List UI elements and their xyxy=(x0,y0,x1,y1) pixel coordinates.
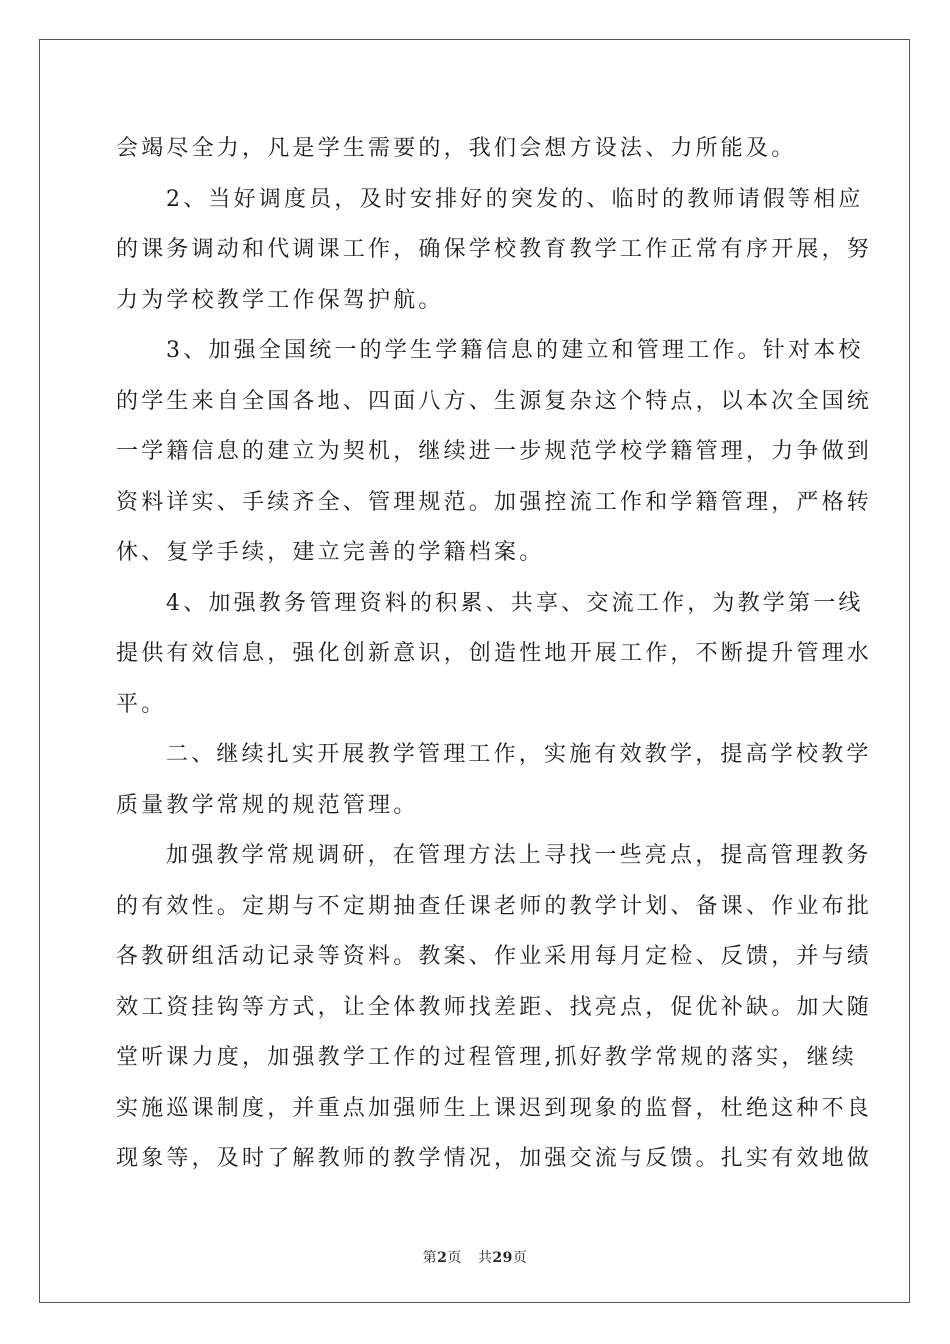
page-number: 2 xyxy=(437,1250,448,1266)
text-line: 二、继续扎实开展教学管理工作，实施有效教学，提高学校教学 xyxy=(166,742,872,767)
text-line: 质量教学常规的规范管理。 xyxy=(116,792,419,818)
page-suffix: 页 xyxy=(447,1250,462,1266)
paragraph xyxy=(116,326,873,579)
text-line: 实施巡课制度，并重点加强师生上课迟到现象的监督，杜绝这种不良 xyxy=(116,1095,873,1121)
text-line: 会竭尽全力，凡是学生需要的，我们会想方设法、力所能及。 xyxy=(116,136,797,161)
paragraph xyxy=(116,579,873,731)
page-footer xyxy=(0,1247,950,1267)
page-prefix: 第 xyxy=(422,1250,438,1266)
text-line: 平。 xyxy=(116,691,167,717)
text-line: 加强教学常规调研，在管理方法上寻找一些亮点，提高管理教务 xyxy=(166,843,872,868)
text-line: 的学生来自全国各地、四面八方、生源复杂这个特点，以本次全国统 xyxy=(116,388,873,414)
document-body xyxy=(116,124,873,1185)
text-line: 的课务调动和代调课工作，确保学校教育教学工作正常有序开展，努 xyxy=(116,237,873,262)
total-pages: 29 xyxy=(492,1250,513,1266)
text-line: 力为学校教学工作保驾护航。 xyxy=(116,287,444,313)
text-line: 休、复学手续，建立完善的学籍档案。 xyxy=(116,540,545,565)
text-line: 堂听课力度，加强教学工作的过程管理,抓好教学常规的落实，继续 xyxy=(116,1045,857,1070)
text-line: 3、加强全国统一的学生学籍信息的建立和管理工作。针对本校 xyxy=(166,338,864,363)
text-line: 4、加强教务管理资料的积累、共享、交流工作，为教学第一线 xyxy=(166,590,864,616)
paragraph xyxy=(116,831,873,1185)
paragraph xyxy=(116,124,836,175)
text-line: 2、当好调度员，及时安排好的突发的、临时的教师请假等相应 xyxy=(166,186,864,212)
text-line: 效工资挂钩等方式，让全体教师找差距、找亮点，促优补缺。加大随 xyxy=(116,994,873,1020)
text-line: 的有效性。定期与不定期抽查任课老师的教学计划、备课、作业布批 xyxy=(116,893,873,919)
paragraph xyxy=(116,175,873,327)
paragraph xyxy=(116,730,872,831)
text-line: 各教研组活动记录等资料。教案、作业采用每月定检、反馈，并与绩 xyxy=(116,944,873,969)
text-line: 现象等，及时了解教师的教学情况，加强交流与反馈。扎实有效地做 xyxy=(116,1146,873,1171)
text-line: 资料详实、手续齐全、管理规范。加强控流工作和学籍管理，严格转 xyxy=(116,489,873,515)
total-prefix: 共 xyxy=(477,1250,493,1266)
text-line: 一学籍信息的建立为契机，继续进一步规范学校学籍管理，力争做到 xyxy=(116,439,873,464)
total-suffix: 页 xyxy=(512,1250,528,1266)
text-line: 提供有效信息，强化创新意识，创造性地开展工作，不断提升管理水 xyxy=(116,641,873,666)
